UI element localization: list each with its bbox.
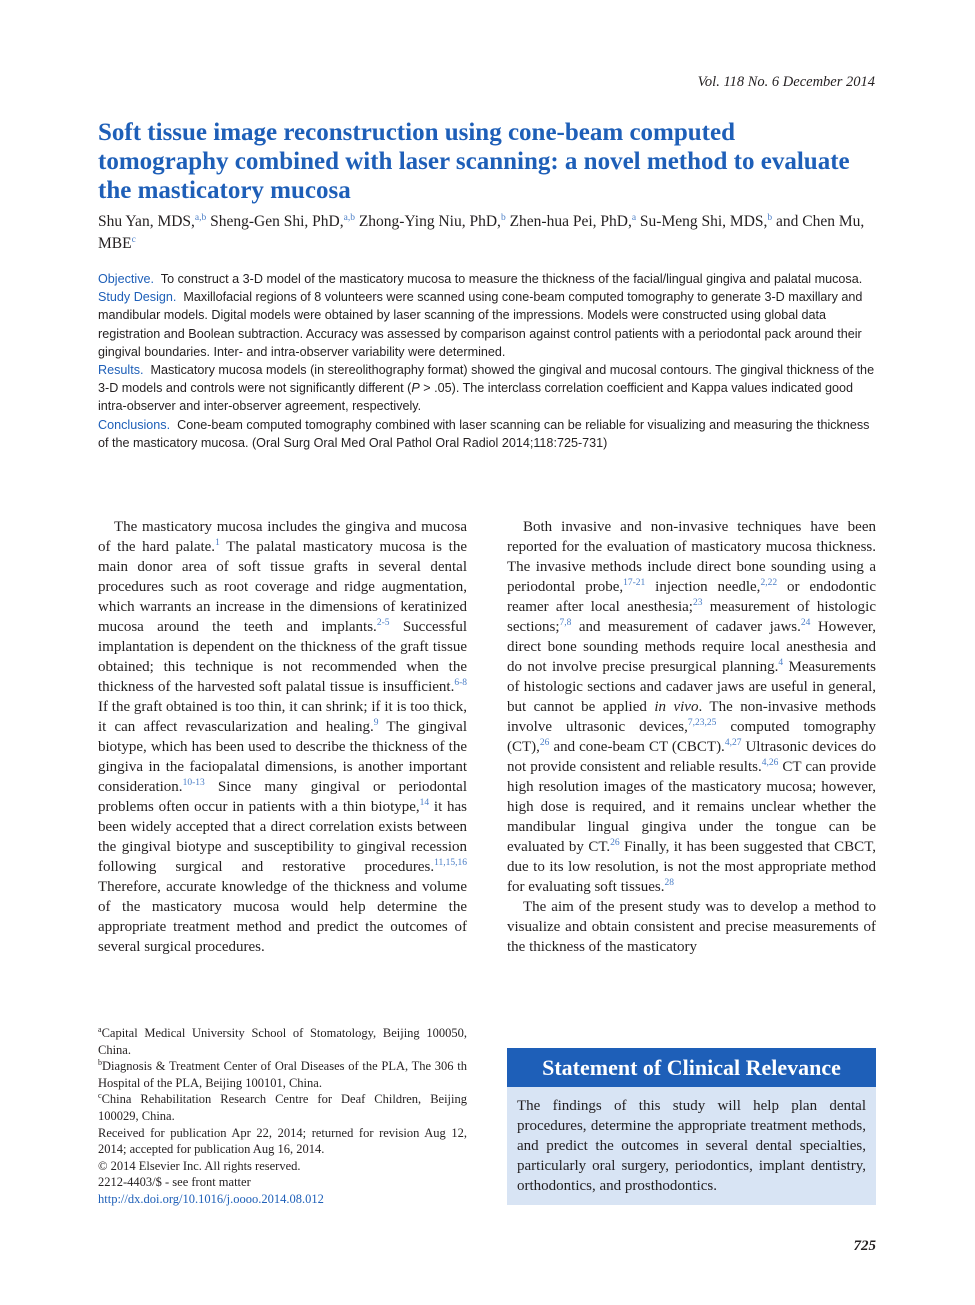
clinical-relevance-title: Statement of Clinical Relevance — [507, 1048, 876, 1087]
abstract-text: > .05). The interclass correlation coefficient and Kappa values indicated good intra-observer and inter-observer agreement, respectively. — [98, 381, 854, 414]
clinical-relevance-box — [507, 1048, 876, 1205]
italic-term: in vivo — [654, 699, 699, 715]
abstract-objective — [98, 270, 876, 288]
received-dates: Received for publication Apr 22, 2014; returned for revision Aug 12, 2014; accepted for publication Aug 16, 2014. — [98, 1125, 467, 1157]
citation-ref[interactable]: 9 — [373, 718, 379, 728]
abstract-text: Masticatory mucosa models (in stereolithography format) showed the gingival and mucosal contours. The gingival thickness of the 3-D models and controls were not significantly different ( — [98, 363, 875, 396]
author-list — [98, 211, 878, 255]
citation-ref[interactable]: 26 — [610, 838, 620, 848]
author-affiliation-mark[interactable]: a,b — [194, 212, 207, 223]
citation-ref[interactable]: 24 — [800, 618, 811, 628]
body-text: Both invasive and non-invasive techniques have been reported for the evaluation of masticatory mucosa thickness. The invasive methods include direct bone sounding using a periodontal probe, — [507, 519, 876, 595]
body-text: computed tomography (CT), — [507, 719, 877, 755]
citation-ref[interactable]: 17-21 — [623, 578, 646, 588]
abstract-study-design — [98, 288, 876, 361]
issn: 2212-4403/$ - see front matter — [98, 1175, 251, 1190]
affiliation-mark: b — [98, 1058, 102, 1068]
body-text: Therefore, accurate knowledge of the thickness and volume of the masticatory mucosa would help determine the appropriate treatment method and predict the outcomes of several surgical procedures. — [98, 879, 467, 955]
authors-conjunction: and — [776, 213, 799, 230]
citation-ref[interactable]: 6-8 — [454, 678, 467, 688]
body-text: Successful implantation is dependent on the thickness of the graft tissue obtained; this technique is not recommended when the thickness of the harvested soft palatal tissue is insufficient. — [98, 619, 467, 695]
body-text: Finally, it has been suggested that CBCT, due to its low resolution, is not the most appropriate method for evaluating soft tissues. — [507, 839, 876, 895]
affiliation-text: Diagnosis & Treatment Center of Oral Diseases of the PLA, The 306 th Hospital of the PLA, Beijing 100101, China. — [98, 1059, 467, 1090]
author-affiliation-mark[interactable]: a — [631, 212, 637, 223]
clinical-relevance-text: The findings of this study will help plan dental procedures, determine the appropriate treatment methods, and predict the outcomes in several dental specialties, particularly oral surgery, periodontics, implant dentistry, orthodontics, and prosthodontics. — [517, 1098, 866, 1194]
author-name: Sheng-Gen Shi, PhD, — [210, 213, 344, 230]
body-paragraph — [507, 517, 876, 897]
p-value-symbol: P — [411, 381, 420, 396]
citation-ref[interactable]: 7,8 — [559, 618, 572, 628]
citation-ref[interactable]: 4,26 — [761, 758, 779, 768]
author-affiliation-mark[interactable]: b — [767, 212, 773, 223]
author-affiliation-mark[interactable]: a,b — [343, 212, 355, 223]
author-name: Chen Mu, MBE — [98, 213, 865, 252]
affiliation — [98, 1025, 467, 1058]
body-text: or endodontic reamer after local anesthesia; — [507, 579, 876, 615]
doi-link[interactable]: http://dx.doi.org/10.1016/j.oooo.2014.08.012 — [98, 1191, 324, 1206]
citation-ref[interactable]: 7,23,25 — [687, 718, 717, 728]
body-text: The palatal masticatory mucosa is the main donor area of soft tissue grafts in several dental procedures such as root coverage and ridge augmentation, which warrants an increase in the dimensions of keratinized mucosa around the teeth and implants. — [98, 539, 468, 635]
citation-ref[interactable]: 2,22 — [760, 578, 778, 588]
author-name: Shu Yan, MDS, — [98, 213, 195, 230]
page-number: 725 — [853, 1238, 876, 1254]
body-text: Since many gingival or periodontal problems often occur in patients with a thin biotype, — [98, 779, 467, 815]
body-column-left — [98, 517, 467, 957]
author-name: Zhen-hua Pei, PhD, — [509, 213, 632, 230]
citation-ref[interactable]: 11,15,16 — [434, 858, 467, 868]
abstract-text: To construct a 3-D model of the masticatory mucosa to measure the thickness of the facial/lingual gingiva and palatal mucosa. — [160, 272, 863, 286]
citation-ref[interactable]: 10-13 — [182, 778, 205, 788]
body-text: If the graft obtained is too thin, it can shrink; if it is too thick, it can affect revascularization and healing. — [98, 699, 467, 735]
abstract-text: Cone-beam computed tomography combined with laser scanning can be reliable for visualizing and measuring the thickness of the masticatory mucosa. (Oral Surg Oral Med Oral Pathol Oral Radiol 2014;118:725-731) — [98, 417, 870, 450]
body-text: Ultrasonic devices do not provide consistent and reliable results. — [507, 739, 876, 775]
affiliation — [98, 1091, 467, 1124]
affiliation — [98, 1058, 467, 1091]
body-text: The masticatory mucosa includes the gingiva and mucosa of the hard palate. — [98, 519, 467, 555]
citation-ref[interactable]: 26 — [539, 738, 550, 748]
affiliation-text: Capital Medical University School of Stomatology, Beijing 100050, China. — [98, 1026, 467, 1057]
body-text: Measurements of histologic sections and cadaver jaws are useful in general, but cannot be applied — [507, 659, 876, 715]
citation-ref[interactable]: 4 — [778, 658, 784, 668]
journal-reference: Vol. 118 No. 6 December 2014 — [697, 74, 875, 90]
affiliation-mark: a — [98, 1024, 102, 1034]
body-text: it has been widely accepted that a direct correlation exists between the gingival biotype and susceptibility to gingival recession following surgical and restorative procedures. — [98, 799, 467, 875]
author-affiliation-mark[interactable]: b — [500, 212, 506, 223]
abstract-heading: Conclusions. — [98, 417, 171, 432]
body-text: However, direct bone sounding methods require local anesthesia and do not involve precise presurgical planning. — [507, 619, 876, 675]
affiliation-text: China Rehabilitation Research Centre for Deaf Children, Beijing 100029, China. — [98, 1092, 467, 1123]
abstract-results — [98, 361, 876, 416]
abstract-conclusions — [98, 416, 876, 452]
author-name: Zhong-Ying Niu, PhD, — [358, 213, 501, 230]
body-text: measurement of histologic sections; — [507, 599, 876, 635]
body-column-right — [507, 517, 876, 957]
citation-ref[interactable]: 28 — [664, 878, 674, 888]
abstract — [98, 270, 876, 452]
article-title: Soft tissue image reconstruction using cone-beam computed tomography combined with laser scanning: a novel method to evaluate the masticatory mucosa — [98, 119, 850, 204]
affiliation-mark: c — [98, 1091, 102, 1101]
abstract-heading: Study Design. — [98, 290, 177, 305]
author-affiliation-mark[interactable]: c — [131, 234, 136, 245]
body-text: . The non-invasive methods involve ultrasonic devices, — [507, 699, 876, 735]
abstract-text: Maxillofacial regions of 8 volunteers were scanned using cone-beam computed tomography to generate 3-D maxillary and mandibular models. Digital models were obtained by laser scanning of the impressions. Models were constructed using global data registration and Boolean subtraction. Accuracy was assessed by comparison against control patients with a periodontal pack around their gingival boundaries. Inter- and intra-observer variability were determined. — [98, 290, 863, 359]
citation-ref[interactable]: 4,27 — [724, 738, 742, 748]
abstract-heading: Objective. — [98, 272, 154, 286]
body-text: and cone-beam CT (CBCT). — [549, 739, 725, 755]
body-text: The gingival biotype, which has been used to describe the thickness of the gingiva in the faciopalatal dimensions, is another important consideration. — [98, 719, 467, 795]
affiliations-footnote — [98, 1025, 467, 1208]
body-paragraph: The aim of the present study was to develop a method to visualize and obtain consistent and precise measurements of the thickness of the masticatory — [507, 899, 876, 955]
author-name: Su-Meng Shi, MDS, — [639, 213, 768, 230]
citation-ref[interactable]: 14 — [419, 798, 430, 808]
body-text: and measurement of cadaver jaws. — [571, 619, 801, 635]
body-text: CT can provide high resolution images of the masticatory mucosa; however, high dose is required, and it remains unclear whether the mandibular lingual gingiva under the tongue can be evaluated by CT. — [507, 759, 876, 855]
body-paragraph — [98, 517, 467, 957]
body-text: injection needle, — [645, 579, 761, 595]
citation-ref[interactable]: 2-5 — [376, 618, 390, 628]
copyright: © 2014 Elsevier Inc. All rights reserved. — [98, 1158, 301, 1173]
citation-ref[interactable]: 23 — [692, 598, 703, 608]
citation-ref[interactable]: 1 — [215, 538, 220, 548]
abstract-heading: Results. — [98, 363, 144, 378]
